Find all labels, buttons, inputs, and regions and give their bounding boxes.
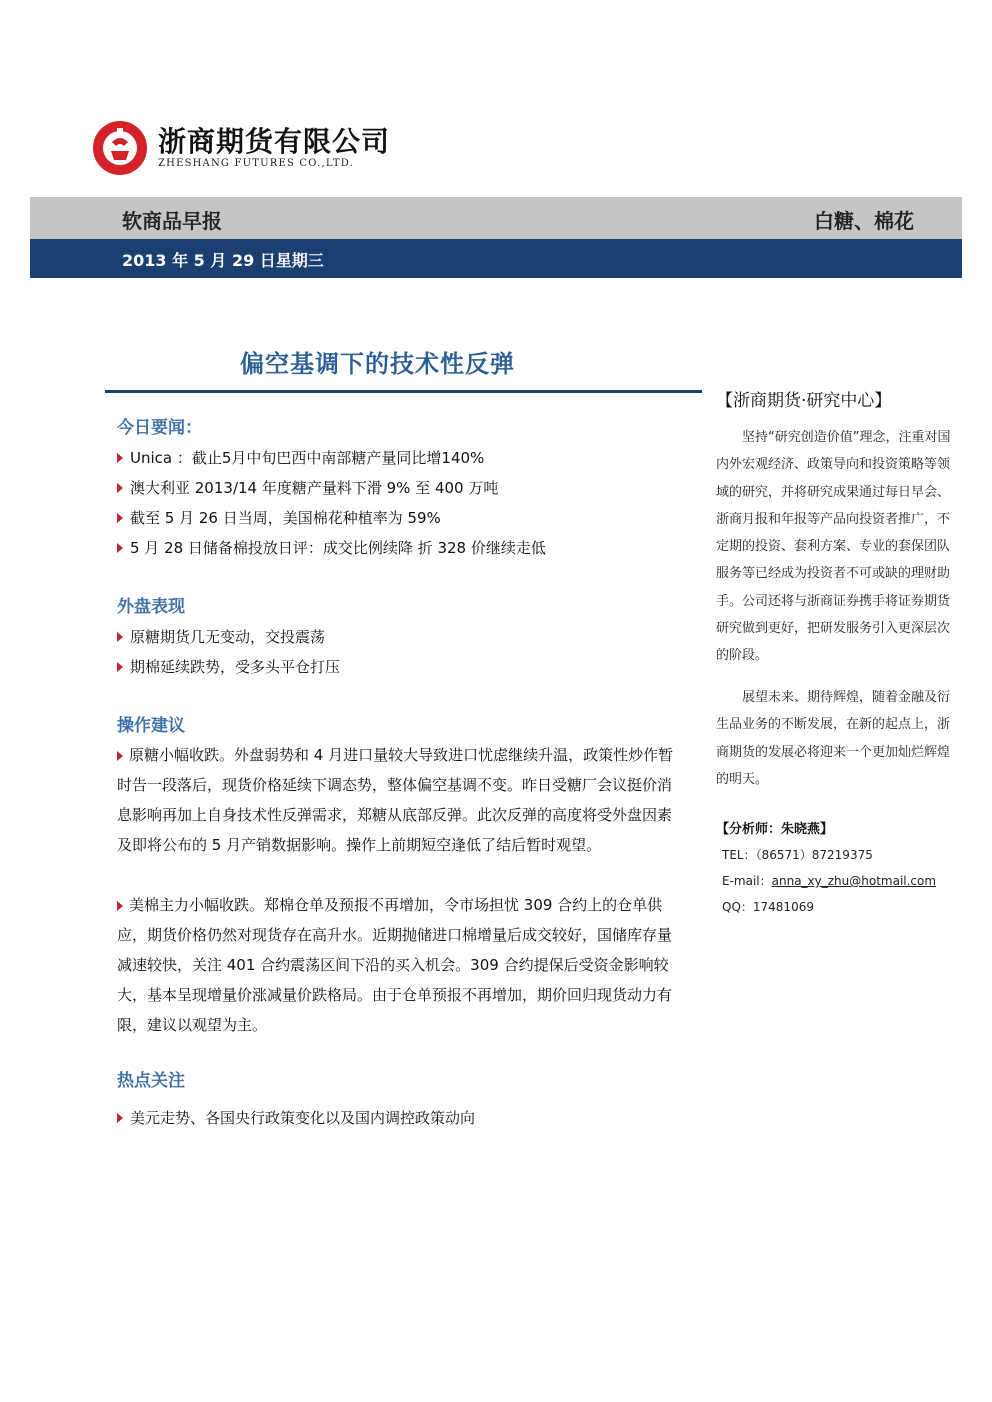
bullet-triangle-icon xyxy=(117,662,123,672)
section-heading-foreign: 外盘表现 xyxy=(117,597,185,617)
foreign-item-text: 期棉延续跌势，受多头平仓打压 xyxy=(130,658,341,676)
sidebar-heading: 【浙商期货·研究中心】 xyxy=(716,391,892,411)
bullet-triangle-icon xyxy=(117,483,123,493)
news-item-text: 5 月 28 日储备棉投放日评：成交比例续降 折 328 价继续走低 xyxy=(130,539,546,557)
news-item xyxy=(117,507,441,528)
bullet-triangle-icon xyxy=(117,1113,123,1123)
email-link[interactable]: anna_xy_zhu@hotmail.com xyxy=(771,874,937,888)
email-label: E-mail： xyxy=(722,874,772,888)
advice-cotton-text: 美棉主力小幅收跌。郑棉仓单及预报不再增加，令市场担忧 309 合约上的仓单供应，期货价格仍然对现货存在高升水。近期抛储进口棉增量后成交较好，国储库存量减速较快，关注 401 合约震荡区间下沿的买入机会。309 合约提保后受资金影响较大，基本呈现增量价涨减量价跌格局。由于仓单预报不再增加，期价回归现货动力有限，建议以观望为主。 xyxy=(117,896,673,1034)
sidebar-intro-paragraph: 坚持“研究创造价值”理念，注重对国内外宏观经济、政策导向和投资策略等领域的研究，并将研究成果通过每日早会、浙商月报和年报等产品向投资者推广，不定期的投资、套利方案、专业的套保团队服务等已经成为投资者不可或缺的理财助手。公司还将与浙商证券携手将证券期货研究做到更好，把研发服务引入更深层次的阶段。 xyxy=(716,430,951,664)
logo-name-en: ZHESHANG FUTURES CO.,LTD. xyxy=(158,158,354,169)
commodities-label: 白糖、棉花 xyxy=(814,209,914,233)
title-divider xyxy=(105,390,702,393)
bullet-triangle-icon xyxy=(117,751,123,761)
analyst-email xyxy=(722,872,936,889)
news-item-text: Unica ：截止5月中旬巴西中南部糖产量同比增140% xyxy=(130,449,485,467)
news-item xyxy=(117,477,498,498)
analyst-qq: QQ：17481069 xyxy=(722,900,814,914)
foreign-item xyxy=(117,626,325,647)
analyst-tel: TEL：（86571）87219375 xyxy=(722,848,873,862)
news-item xyxy=(117,537,546,558)
bullet-triangle-icon xyxy=(117,513,123,523)
news-item-text: 截至 5 月 26 日当周，美国棉花种植率为 59% xyxy=(130,509,441,527)
focus-item xyxy=(117,1107,475,1128)
advice-sugar-text: 原糖小幅收跌。外盘弱势和 4 月进口量较大导致进口忧虑继续升温，政策性炒作暂时告一段落后，现货价格延续下调态势，整体偏空基调不变。昨日受糖厂会议挺价消息影响再加上自身技术性反弹需求，郑糖从底部反弹。此次反弹的高度将受外盘因素及即将公布的 5 月产销数据影响。操作上前期短空逢低了结后暂时观望。 xyxy=(117,746,674,854)
section-heading-advice: 操作建议 xyxy=(117,716,185,736)
bullet-triangle-icon xyxy=(117,543,123,553)
report-date: 2013 年 5 月 29 日星期三 xyxy=(122,251,324,270)
header-gray-band xyxy=(30,197,962,239)
bullet-triangle-icon xyxy=(117,901,123,911)
bullet-triangle-icon xyxy=(117,453,123,463)
analyst-label: 【分析师：朱晓燕】 xyxy=(716,822,834,837)
page-title: 偏空基调下的技术性反弹 xyxy=(240,350,515,378)
advice-cotton-paragraph xyxy=(117,890,679,1040)
report-type: 软商品早报 xyxy=(122,209,222,233)
advice-sugar-paragraph xyxy=(117,740,679,860)
company-logo xyxy=(92,118,392,180)
foreign-item xyxy=(117,656,340,677)
logo-name-cn: 浙商期货有限公司 xyxy=(158,125,391,158)
news-item-text: 澳大利亚 2013/14 年度糖产量料下滑 9% 至 400 万吨 xyxy=(130,479,499,497)
logo-emblem-icon xyxy=(92,120,148,176)
foreign-item-text: 原糖期货几无变动，交投震荡 xyxy=(130,628,326,646)
header-date-band xyxy=(30,239,962,278)
focus-item-text: 美元走势、各国央行政策变化以及国内调控政策动向 xyxy=(130,1109,476,1127)
section-heading-focus: 热点关注 xyxy=(117,1071,185,1091)
bullet-triangle-icon xyxy=(117,632,123,642)
news-item xyxy=(117,447,484,468)
sidebar-outlook-paragraph: 展望未来、期待辉煌，随着金融及衍生品业务的不断发展，在新的起点上，浙商期货的发展必将迎来一个更加灿烂辉煌的明天。 xyxy=(716,690,951,787)
section-heading-news: 今日要闻： xyxy=(117,418,202,438)
